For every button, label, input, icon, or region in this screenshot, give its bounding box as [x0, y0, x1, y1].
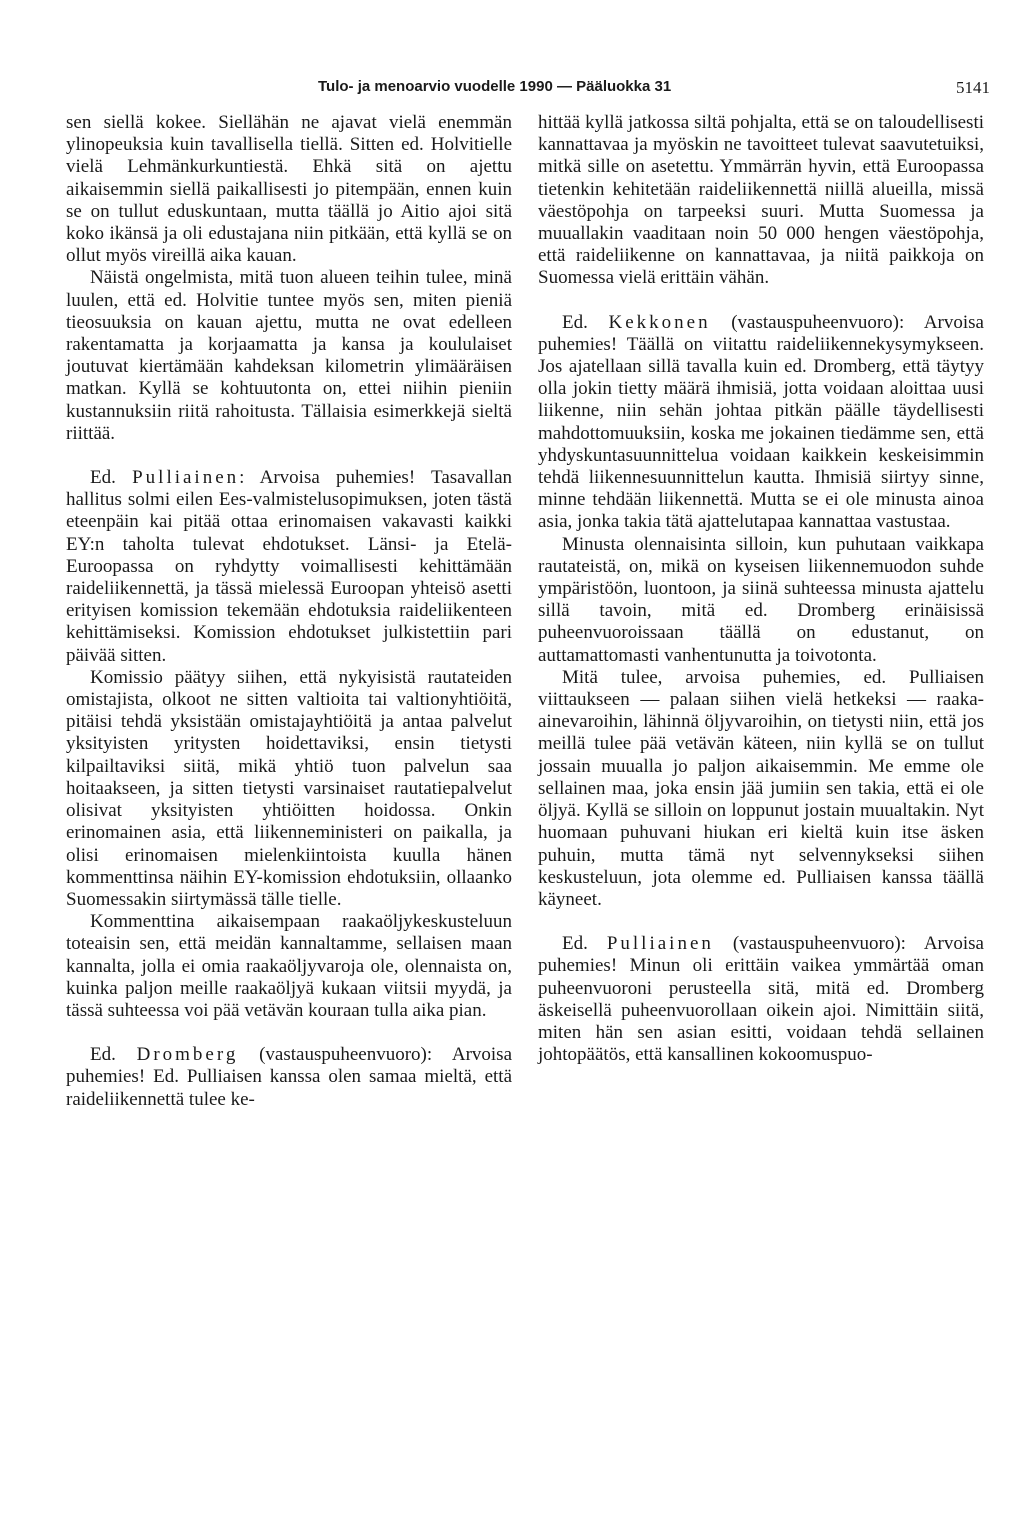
speech-text: : Arvoisa puhemies! Tasavallan hallitus solmi eilen Ees-valmistelusopimuksen, joten tästä eteenpäin kai pitää ottaa erinomaisen vakavasti kaikki EY:n taholta tulevat ehdotukset. Länsi- ja Etelä-Euroopassa on ryhdytty voimallisesti kehittämään raideliikennettä, ja tässä mielessä Euroopan yhteisö asetti erityisen komission tekemään ehdotuksia raideliikenteen kehittämiseksi. Komission ehdotukset julkistettiin pari päivää sitten. [66, 467, 512, 666]
speech-pulliainen [66, 467, 512, 667]
right-column [538, 112, 984, 1066]
paragraph: Kommenttina aikaisempaan raakaöljykeskusteluun toteaisin sen, että meidän kannaltamme, sellaisen maan kannalta, jolla ei omia raakaöljyvaroja ole, olennaista on, kuinka paljon meille raakaöljyä kukaan viitsii myydä, ja tässä suhteessa voi pää vetävän kouraan tulla aika pian. [66, 911, 512, 1021]
speech-prefix: Ed. [562, 933, 588, 955]
paragraph: hittää kyllä jatkossa siltä pohjalta, että se on taloudellisesti kannattavaa ja myöskin ne tavoitteet tulevat saavutetuiksi, mitkä sille on asetettu. Ymmärrän hyvin, että Euroopassa tietenkin kehitetään raideliikennettä niillä alueilla, missä väestöpohja on tarpeeksi suuri. Mutta Suomessa ja muuallakin vaaditaan noin 50 000 hengen väestöpohja, että raideliikenne on kannattavaa, ja niitä paikkoja on Suomessa vielä erittäin vähän. [538, 112, 984, 289]
speech-prefix: Ed. [90, 1044, 116, 1066]
paragraph: Näistä ongelmista, mitä tuon alueen teihin tulee, minä luulen, että ed. Holvitie tuntee myös sen, miten pieniä tieosuuksia on kauan ajettu, mutta ne ovat edelleen rakentamatta ja korjaamatta ja kansa ja koululaiset joutuvat kiertämään kahdeksan kilometrin ylimääräisen matkan. Kyllä se kohtuutonta on, ettei niihin pieniin kustannuksiin riitä rahoitusta. Tällaisia esimerkkejä sieltä riittää. [66, 267, 512, 444]
speech-pulliainen [538, 933, 984, 1066]
page-number: 5141 [956, 78, 990, 97]
speaker-name: Pulliainen [606, 933, 714, 955]
running-title: Tulo- ja menoarvio vuodelle 1990 — Pääluokka 31 [318, 78, 672, 95]
speech-text: (vastauspuheenvuoro): Arvoisa puhemies! Ed. Pulliaisen kanssa olen samaa mieltä, että raideliikennettä tulee ke- [66, 1044, 513, 1110]
speech-prefix: Ed. [90, 467, 116, 489]
speaker-name: Dromberg [136, 1044, 239, 1066]
speech-prefix: Ed. [562, 311, 588, 333]
left-column [66, 112, 512, 1111]
paragraph: sen siellä kokee. Siellähän ne ajavat vielä enemmän ylinopeuksia kuin tavallisella tiellä. Sitten ed. Holvitielle vielä Lehmänkurkuntiestä. Ehkä sitä on ajettu aikaisemmin siellä paikallisesti jo pitempään, ennen kuin se on tullut eduskuntaan, mutta täällä jo Aitio ajoi sitä koko ikänsä ja oli edustajana niin pitkään, että kyllä se on ollut myös vireillä aika kauan. [66, 112, 512, 267]
speaker-name: Kekkonen [608, 311, 711, 333]
paragraph: Minusta olennaisinta silloin, kun puhutaan vaikkapa rautateistä, on, mikä on kyseisen liikennemuodon suhde ympäristöön, luontoon, ja siinä suhteessa minusta ajattelu sillä tavoin, mitä ed. Dromberg erinäisissä puheenvuoroissaan täällä on edustanut, on auttamattomasti vanhentunutta ja toivotonta. [538, 533, 984, 666]
speech-text: (vastauspuheenvuoro): Arvoisa puhemies! Täällä on viitattu raideliikennekysymykseen. Jos ajatellaan sillä tavalla kuin ed. Dromberg, että täytyy olla jokin tietty määrä ihmisiä, jotta voidaan aloittaa uusi liikenne, niin sehän johtaa pitkän päälle täydellisesti mahdottomuuksiin, koska me jokainen tiedämme sen, että yhdyskuntasuunnittelua voidaan kaikkein keskeisimmin tehdä liikennesuunnittelun kautta. Ihmisiä siirtyy sinne, minne tehdään liikennettä. Mutta se ei ole minusta ainoa asia, jonka takia tätä ajattelutapaa kannattaa vastustaa. [538, 311, 984, 533]
speech-text: (vastauspuheenvuoro): Arvoisa puhemies! Minun oli erittäin vaikea ymmärtää oman puheenvuoroni perusteella sitä, mitä ed. Dromberg äskeisellä puheenvuorollaan oikein ajoi. Nimittäin siitä, miten hän sen asian esitti, voidaan tehdä sellainen johtopäätös, että kansallinen kokoomuspuo- [538, 933, 984, 1066]
paragraph: Komissio päätyy siihen, että nykyisistä rautateiden omistajista, olkoot ne sitten valtioita tai valtionyhtiöitä, pitäisi tehdä yksistään omistajayhtiöitä ja antaa palvelut yksityisten yritysten hoidettaviksi, ensin tietysti kilpailtaviksi siitä, mikä yhtiö tuon palvelun saa hoitaakseen, ja sitten tietysti varsinaiset rautatiepalvelut olisivat yksityisten yhtiöitten hoidossa. Onkin erinomainen asia, että liikenneministeri on paikalla, ja olisi erinomaisen mielenkiintoista kuulla hänen kommenttinsa näihin EY-komission ehdotuksiin, ollaanko Suomessakin siirtymässä tälle tielle. [66, 666, 512, 910]
speech-kekkonen [538, 312, 984, 534]
speech-dromberg [66, 1044, 512, 1111]
speaker-name: Pulliainen [132, 467, 240, 489]
paragraph: Mitä tulee, arvoisa puhemies, ed. Pulliaisen viittaukseen — palaan siihen vielä hetkeksi — raaka-ainevaroihin, lähinnä öljyvaroihin, on tietysti niin, että jos meillä tulee pää vetävän käteen, niin kyllä se on tullut jossain muualla jo paljon aikaisemmin. Me emme ole sellainen maa, joka ensin jää jumiin sen takia, että ei ole öljyä. Kyllä se silloin on loppunut jostain muualtakin. Nyt huomaan puhuvani hiukan eri kieltä kuin itse äsken puhuin, mutta tämä nyt selvennykseksi siihen keskusteluun, jota olemme ed. Pulliaisen kanssa täällä käyneet. [538, 666, 984, 910]
page-header [0, 78, 1024, 102]
